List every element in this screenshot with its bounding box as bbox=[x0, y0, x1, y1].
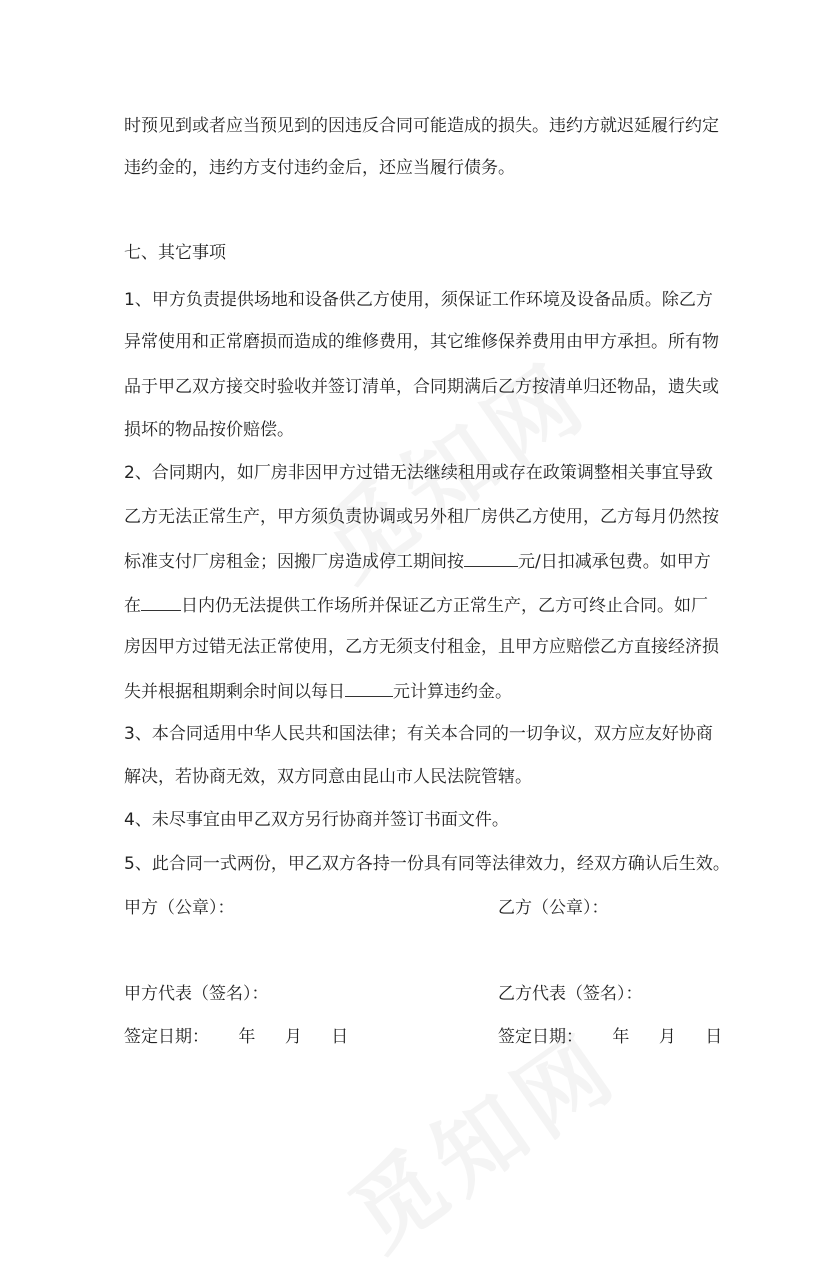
year-label: 年 bbox=[238, 1027, 256, 1047]
party-b-sign-date bbox=[498, 1025, 722, 1049]
item1-line: 损坏的物品按价赔偿。 bbox=[124, 420, 294, 440]
item2-line bbox=[124, 592, 724, 618]
item2-line bbox=[124, 548, 724, 574]
day-label: 日 bbox=[331, 1027, 349, 1047]
month-label: 月 bbox=[284, 1027, 302, 1047]
item2-text: 元计算违约金。 bbox=[393, 682, 512, 702]
date-label: 签定日期： bbox=[498, 1027, 583, 1047]
item2-text: 标准支付厂房租金；因搬厂房造成停工期间按 bbox=[124, 552, 464, 572]
item2-text: 日内仍无法提供工作场所并保证乙方正常生产，乙方可终止合同。如厂 bbox=[181, 596, 708, 616]
fill-blank[interactable] bbox=[345, 678, 393, 697]
item2-text: 失并根据租期剩余时间以每日 bbox=[124, 682, 345, 702]
day-label: 日 bbox=[705, 1027, 723, 1047]
item2-line: 2、合同期内，如厂房非因甲方过错无法继续租用或存在政策调整相关事宜导致 bbox=[124, 463, 713, 483]
item2-line: 乙方无法正常生产，甲方须负责协调或另外租厂房供乙方使用，乙方每月仍然按 bbox=[124, 507, 719, 527]
item2-line bbox=[124, 678, 724, 704]
item1-line: 品于甲乙双方接交时验收并签订清单，合同期满后乙方按清单归还物品，遗失或 bbox=[124, 377, 719, 397]
item2-text: 在 bbox=[124, 596, 141, 616]
item2-text: 元/日扣减承包费。如甲方 bbox=[518, 552, 711, 572]
fill-blank[interactable] bbox=[464, 548, 518, 567]
fill-blank[interactable] bbox=[141, 592, 181, 611]
party-a-rep-label: 甲方代表（签名）： bbox=[124, 984, 269, 1004]
paragraph-line: 违约金的，违约方支付违约金后，还应当履行债务。 bbox=[124, 158, 515, 178]
party-b-rep-label: 乙方代表（签名）： bbox=[498, 984, 643, 1004]
paragraph-line: 时预见到或者应当预见到的因违反合同可能造成的损失。违约方就迟延履行约定 bbox=[124, 116, 719, 136]
item1-line: 异常使用和正常磨损而造成的维修费用，其它维修保养费用由甲方承担。所有物 bbox=[124, 332, 719, 352]
month-label: 月 bbox=[658, 1027, 676, 1047]
item2-line: 房因甲方过错无法正常使用，乙方无须支付租金，且甲方应赔偿乙方直接经济损 bbox=[124, 637, 719, 657]
item3-line: 3、本合同适用中华人民共和国法律；有关本合同的一切争议，双方应友好协商 bbox=[124, 724, 713, 744]
date-label: 签定日期： bbox=[124, 1027, 209, 1047]
party-b-seal-label: 乙方（公章）： bbox=[498, 898, 609, 918]
year-label: 年 bbox=[612, 1027, 630, 1047]
party-a-sign-date bbox=[124, 1025, 348, 1049]
item1-line: 1、甲方负责提供场地和设备供乙方使用，须保证工作环境及设备品质。除乙方 bbox=[124, 290, 713, 310]
item3-line: 解决，若协商无效，双方同意由昆山市人民法院管辖。 bbox=[124, 767, 532, 787]
item5-line: 5、此合同一式两份，甲乙双方各持一份具有同等法律效力，经双方确认后生效。 bbox=[124, 854, 730, 874]
item4-line: 4、未尽事宜由甲乙双方另行协商并签订书面文件。 bbox=[124, 810, 509, 830]
section-title: 七、其它事项 bbox=[124, 243, 226, 263]
party-a-seal-label: 甲方（公章）： bbox=[124, 898, 235, 918]
